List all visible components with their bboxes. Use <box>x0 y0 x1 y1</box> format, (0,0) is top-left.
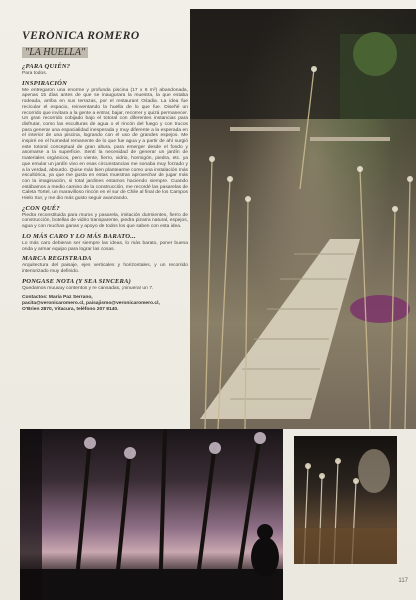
section-heading: LO MÁS CARO Y LO MÁS BARATO... <box>22 232 136 240</box>
section-marca-registrada <box>22 255 188 274</box>
garden-photo-art <box>190 9 416 429</box>
section-inspiracion <box>22 80 188 202</box>
garden-installation-photo <box>190 9 416 429</box>
section-heading: ¿PARA QUIÉN? <box>22 63 71 70</box>
section-body: Arquitectura del paisaje, ejes verticales y horizontales, y un recorrido interiorizado muy definido. <box>22 263 188 274</box>
project-title: "LA HUELLA" <box>22 47 88 58</box>
section-heading: MARCA REGISTRADA <box>22 255 92 263</box>
article-text-column <box>22 30 188 418</box>
section-body: Me entregaron una enorme y profunda piscina (17 x 6 m²) abandonada, apenas 15 días antes de que se inaugurara la muestra, la que estaba rodeada, arriba en sus terrazas, por el restaurant Ośadia. La idea fue recicular el espacio, reinventando la huella de lo que fue. Diseñé un recorrido que invitara a la gente a entrar, bajar, recorrer y quizá permanecer. Un gran recorrido cobijado bajo el totoral con diferentes instancias para disfrutar, como las esculturas de agua o el rincón del fuego y con trucos para generar una espacialidad inesperada y muy diferente a la esperada en el interior de una piscina, logrando con el uso de grandes espejos. Me inspiré en el humedal remanente de lo que fue agua y a partir de ahí surgió este totoral conceptual de gran altura, para emerger desde el fondo y asomarse a la superficie. Sentí la necesidad de generar un jardín de materiales orgánicos, pero viente, fierro, vidrio, hormigón, piedra, etc. ya que emular un jardín vivo en esas circunstancias me sonaba muy forzado y a la verdad, absurdo. Quise más bien plantearme como una instalación más escultórica, ya que me gusta en estas muestras aprovechar de jugar más con la imaginación, si total jardines estamos haciendo siempre. Cuando estábamos a medio camino de la construcción, me recordé las pasarelas de Caleta Tortel, un maravilloso rincón en el sur de Chile al final de los Campos Hielo Sur, y me dio más gusto seguir avanzando. <box>22 87 188 202</box>
contact-line: Contactos: María Paz Serrano, <box>22 295 93 301</box>
glass-bottle-sculpture-photo <box>294 436 397 564</box>
section-pongase-nota <box>22 278 188 292</box>
section-caro-barato <box>22 233 188 252</box>
section-body: Lo más caro debieran ser siempre las ideas, lo más barato, poner buena onda y armar equipo para lograr las cosas. <box>22 240 188 252</box>
author-name: VERÓNICA ROMERO <box>22 30 140 42</box>
section-body: Piedra reconstituida para muros y pasarela, imitación durmientes, fierro de construcción, botellas de vidrio transparente, piedra pizarra natural, espejos, agua y con muchas ganas y apoyo de todos los que saben con esta idea. <box>22 212 188 230</box>
section-body: Quedamos muuuuy contentos y re cansadas, ¡ninuera! un 7. <box>22 285 154 291</box>
section-heading: PONGASE NOTA (Y SEA SINCERA) <box>22 277 132 285</box>
section-body: Para todos. <box>22 71 48 76</box>
contact-line: pacita@veronicaromero.cl, paisajismo@veronicaromero.cl, <box>22 301 160 307</box>
section-con-que <box>22 205 188 230</box>
section-heading: INSPIRACIÓN <box>22 79 68 87</box>
section-para-quien <box>22 63 188 77</box>
silhouette-sunset-photo <box>20 429 283 600</box>
section-heading: ¿CON QUÉ? <box>22 204 60 212</box>
silhouette-photo-art <box>20 429 283 600</box>
contact-block <box>22 295 188 312</box>
bottle-photo-art <box>294 436 397 564</box>
page-number: 117 <box>398 578 408 584</box>
contact-line: O'Brien 2870, Vitacura, teléfono 207 8140. <box>22 306 119 312</box>
